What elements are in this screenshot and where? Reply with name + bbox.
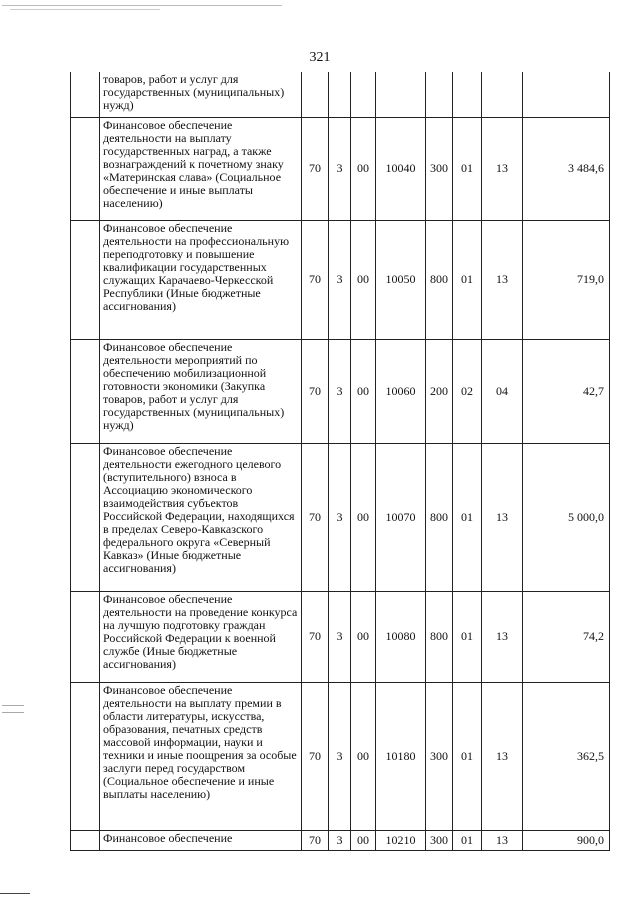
cell-rz: 01 <box>453 591 482 682</box>
cell-gr: 70 <box>302 591 329 682</box>
cell-amount: 74,2 <box>523 591 610 682</box>
cell-gr: 70 <box>302 220 329 339</box>
margin-mark <box>2 712 24 713</box>
table-row <box>71 682 610 830</box>
cell-rz: 02 <box>453 339 482 443</box>
cell-pr2: 04 <box>482 339 523 443</box>
table-row <box>71 830 610 850</box>
table-row <box>71 339 610 443</box>
cell-amount: 5 000,0 <box>523 443 610 591</box>
cell-vr <box>426 72 453 117</box>
cell-code: 00 <box>351 443 376 591</box>
cell-code: 00 <box>351 591 376 682</box>
cell-pr2: 13 <box>482 443 523 591</box>
row-description: Финансовое обеспечение деятельности на выплату премии в области литературы, искусства, образования, печатных средств массовой информации, науки и техники и иные поощрения за особые заслуги перед государством (Социальное обеспечение и иные выплаты населению) <box>100 682 302 830</box>
cell-gr: 70 <box>302 682 329 830</box>
cell-num: 10210 <box>376 830 426 850</box>
cell-vr: 800 <box>426 591 453 682</box>
cell-num: 10040 <box>376 117 426 220</box>
cell-amount: 900,0 <box>523 830 610 850</box>
cell-pr: 3 <box>329 682 351 830</box>
table-row <box>71 591 610 682</box>
cell-gr: 70 <box>302 117 329 220</box>
row-description: Финансовое обеспечение деятельности на проведение конкурса на лучшую подготовку граждан Российской Федерации к военной службе (Иные бюджетные ассигнования) <box>100 591 302 682</box>
row-margin-cell <box>71 830 100 850</box>
cell-vr: 800 <box>426 220 453 339</box>
cell-num <box>376 72 426 117</box>
scan-artifact <box>0 3 300 13</box>
page-number: 321 <box>309 50 331 65</box>
row-description: товаров, работ и услуг для государственных (муниципальных) нужд) <box>100 72 302 117</box>
cell-amount: 42,7 <box>523 339 610 443</box>
cell-pr: 3 <box>329 591 351 682</box>
cell-num: 10070 <box>376 443 426 591</box>
cell-code: 00 <box>351 220 376 339</box>
cell-num: 10180 <box>376 682 426 830</box>
row-margin-cell <box>71 117 100 220</box>
row-margin-cell <box>71 72 100 117</box>
cell-num: 10060 <box>376 339 426 443</box>
table-row <box>71 117 610 220</box>
cell-pr2: 13 <box>482 220 523 339</box>
table-row <box>71 443 610 591</box>
row-margin-cell <box>71 443 100 591</box>
cell-gr: 70 <box>302 443 329 591</box>
cell-code: 00 <box>351 117 376 220</box>
cell-vr: 300 <box>426 682 453 830</box>
row-margin-cell <box>71 682 100 830</box>
table-row <box>71 72 610 117</box>
cell-vr: 300 <box>426 117 453 220</box>
cell-gr: 70 <box>302 339 329 443</box>
cell-rz <box>453 72 482 117</box>
cell-pr: 3 <box>329 339 351 443</box>
margin-mark <box>2 705 24 706</box>
cell-gr <box>302 72 329 117</box>
row-description: Финансовое обеспечение деятельности на профессиональную переподготовку и повышение квалификации государственных служащих Карачаево-Черкесской Республики (Иные бюджетные ассигнования) <box>100 220 302 339</box>
cell-vr: 800 <box>426 443 453 591</box>
cell-rz: 01 <box>453 682 482 830</box>
cell-code: 00 <box>351 830 376 850</box>
cell-pr2: 13 <box>482 830 523 850</box>
cell-gr: 70 <box>302 830 329 850</box>
cell-code: 00 <box>351 682 376 830</box>
cell-num: 10080 <box>376 591 426 682</box>
scan-artifact <box>0 893 30 894</box>
row-description: Финансовое обеспечение деятельности ежегодного целевого (вступительного) взноса в Ассоциацию экономического взаимодействия субъектов Российской Федерации, находящихся в пределах Северо-Кавказского федерального округа «Северный Кавказ» (Иные бюджетные ассигнования) <box>100 443 302 591</box>
row-margin-cell <box>71 220 100 339</box>
row-description: Финансовое обеспечение <box>100 830 302 850</box>
row-description: Финансовое обеспечение деятельности мероприятий по обеспечению мобилизационной готовности экономики (Закупка товаров, работ и услуг для государственных (муниципальных) нужд) <box>100 339 302 443</box>
cell-pr: 3 <box>329 830 351 850</box>
cell-rz: 01 <box>453 443 482 591</box>
cell-rz: 01 <box>453 220 482 339</box>
cell-pr <box>329 72 351 117</box>
row-margin-cell <box>71 339 100 443</box>
cell-code <box>351 72 376 117</box>
cell-amount <box>523 72 610 117</box>
cell-rz: 01 <box>453 830 482 850</box>
cell-pr: 3 <box>329 443 351 591</box>
cell-pr2 <box>482 72 523 117</box>
cell-num: 10050 <box>376 220 426 339</box>
row-margin-cell <box>71 591 100 682</box>
cell-pr: 3 <box>329 117 351 220</box>
cell-pr2: 13 <box>482 117 523 220</box>
cell-code: 00 <box>351 339 376 443</box>
cell-pr2: 13 <box>482 682 523 830</box>
cell-amount: 719,0 <box>523 220 610 339</box>
cell-amount: 3 484,6 <box>523 117 610 220</box>
cell-rz: 01 <box>453 117 482 220</box>
cell-pr2: 13 <box>482 591 523 682</box>
cell-vr: 200 <box>426 339 453 443</box>
cell-amount: 362,5 <box>523 682 610 830</box>
cell-vr: 300 <box>426 830 453 850</box>
table-row <box>71 220 610 339</box>
row-description: Финансовое обеспечение деятельности на выплату государственных наград, а также вознаграждений к почетному знаку «Материнская слава» (Социальное обеспечение и иные выплаты населению) <box>100 117 302 220</box>
budget-table <box>70 72 610 851</box>
cell-pr: 3 <box>329 220 351 339</box>
